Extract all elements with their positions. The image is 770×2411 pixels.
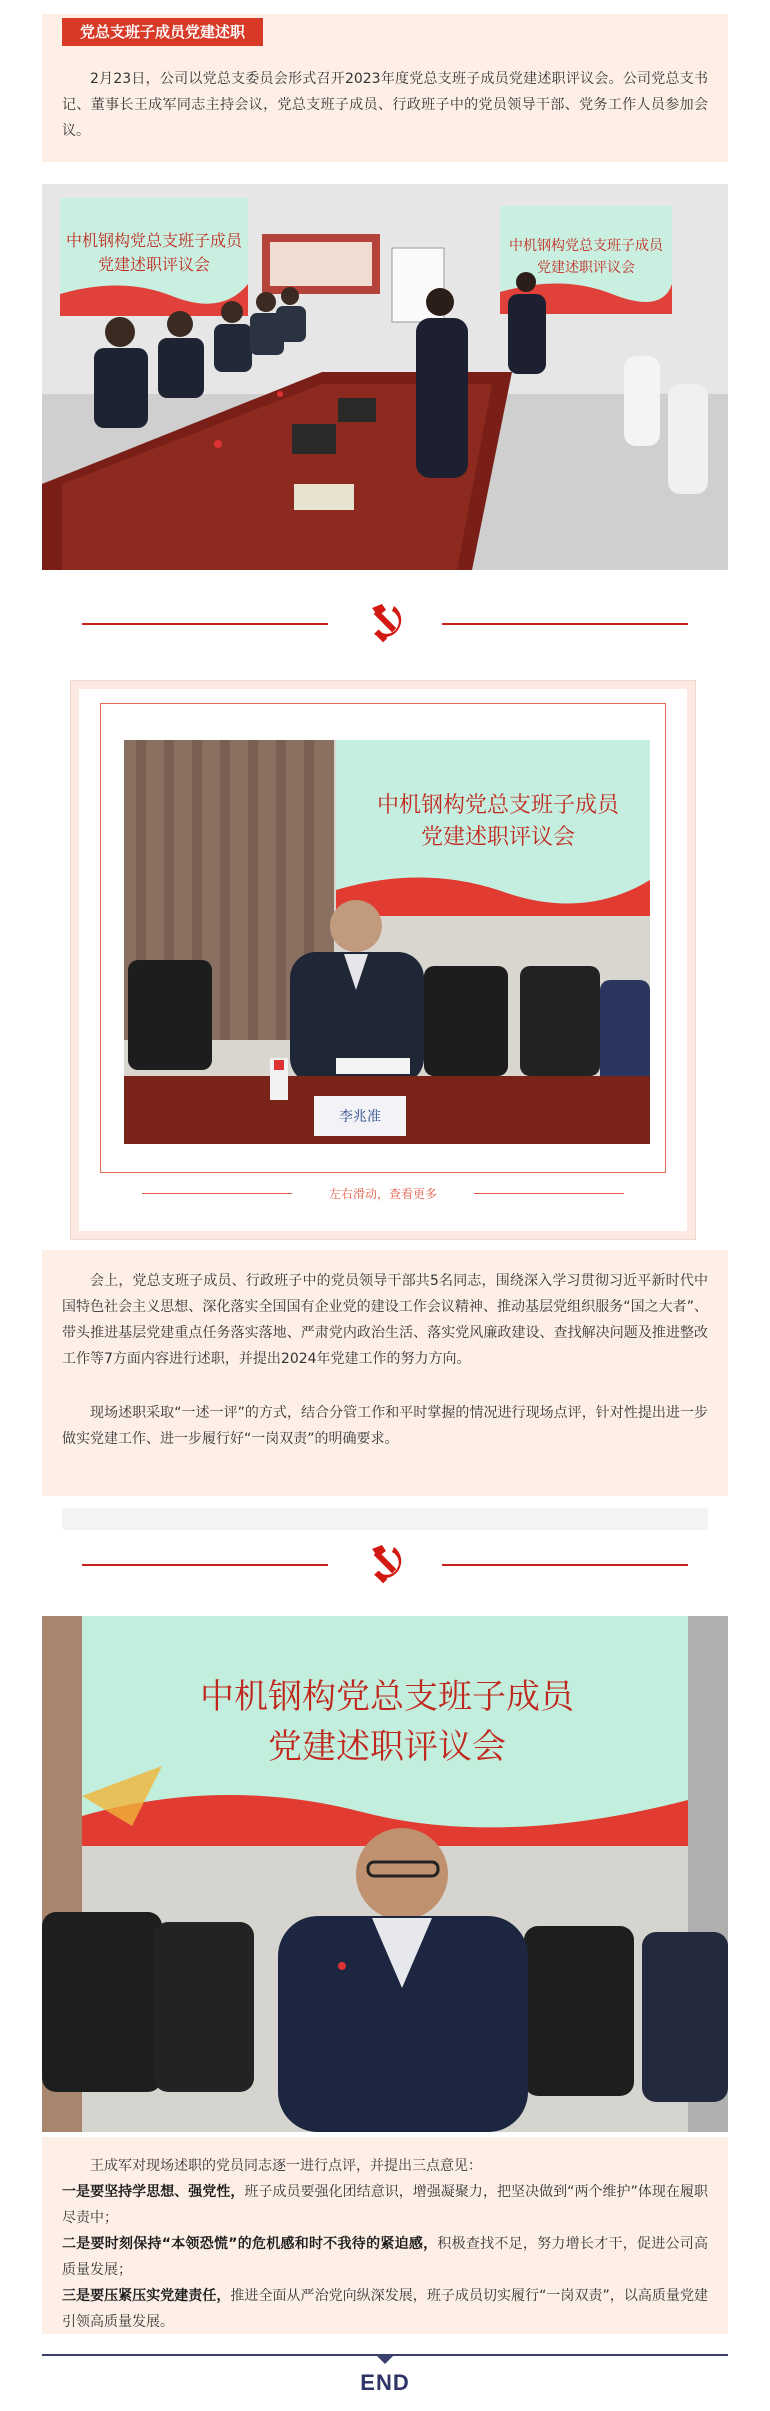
section-title: 党总支班子成员党建述职 [62,18,263,46]
banner-line-1: 中机钢构党总支班子成员 [200,1677,574,1717]
intro-paragraph: 2月23日，公司以党总支委员会形式召开2023年度党总支班子成员党建述职评议会。公司党总支书记、董事长王成军同志主持会议，党总支班子成员、行政班子中的党员领导干部、党务工作人员参加会议。 [62,71,708,139]
section-divider [82,1535,688,1595]
nameplate: 李兆准 [339,1109,381,1125]
banner-line-1: 中机钢构党总支班子成员 [376,793,620,818]
party-emblem-icon [364,1541,410,1587]
comment-point-1-text: 班子成员要强化团结意识，增强凝聚力，把坚决做到“两个维护”体现在履职尽责中； [62,2184,708,2226]
report-panel [42,1250,728,1496]
meeting-room-photo[interactable] [42,184,728,570]
banner-line-2: 党建述职评议会 [268,1727,506,1767]
banner-line-1: 中机钢构党总支班子成员 [509,238,663,254]
end-label: END [360,2370,410,2395]
comments-panel [42,2137,728,2334]
swipe-hint [142,1184,624,1204]
comment-point-1 [62,2179,708,2231]
comments-lead: 王成军对现场述职的党员同志逐一进行点评，并提出三点意见： [90,2158,482,2174]
comment-point-2-text: 积极查找不足，努力增长才干，促进公司高质量发展； [62,2236,708,2278]
body-paragraph-1: 会上，党总支班子成员、行政班子中的党员领导干部共5名同志，围绕深入学习贯彻习近平新时代中国特色社会主义思想、深化落实全国国有企业党的建设工作会议精神、推动基层党组织服务“国之大者”、带头推进基层党建重点任务落实落地、严肃党内政治生活、落实党风廉政建设、查找解决问题及推进整改工作等7方面内容进行述职，并提出2024年党建工作的努力方向。 [62,1273,708,1367]
banner-line-2: 党建述职评议会 [420,825,576,850]
banner-line-1: 中机钢构党总支班子成员 [65,231,243,250]
comment-point-2-heading: 二是要时刻保持“本领恐慌”的危机感和时不我待的紧迫感， [62,2236,438,2252]
comment-point-3 [62,2283,708,2335]
speaker-photo-carousel[interactable] [124,740,650,1144]
banner-line-2: 党建述职评议会 [537,260,635,276]
banner-line-2: 党建述职评议会 [97,255,211,274]
end-arrow-icon [377,2356,393,2364]
spacer-bar [62,1508,708,1530]
comment-point-3-heading: 三是要压紧压实党建责任， [62,2288,231,2304]
comment-point-3-text: 推进全面从严治党向纵深发展，班子成员切实履行“一岗双责”，以高质量党建引领高质量发展。 [62,2288,708,2330]
comment-point-2 [62,2231,708,2283]
section-divider [82,594,688,654]
chairman-photo[interactable] [42,1616,728,2132]
intro-panel [42,14,728,162]
body-paragraph-2: 现场述职采取“一述一评”的方式，结合分管工作和平时掌握的情况进行现场点评，针对性提出进一步做实党建工作、进一步履行好“一岗双责”的明确要求。 [62,1405,708,1447]
comment-point-1-heading: 一是要坚持学思想、强党性， [62,2184,245,2200]
party-emblem-icon [364,600,410,646]
swipe-hint-text: 左右滑动，查看更多 [328,1187,437,1201]
